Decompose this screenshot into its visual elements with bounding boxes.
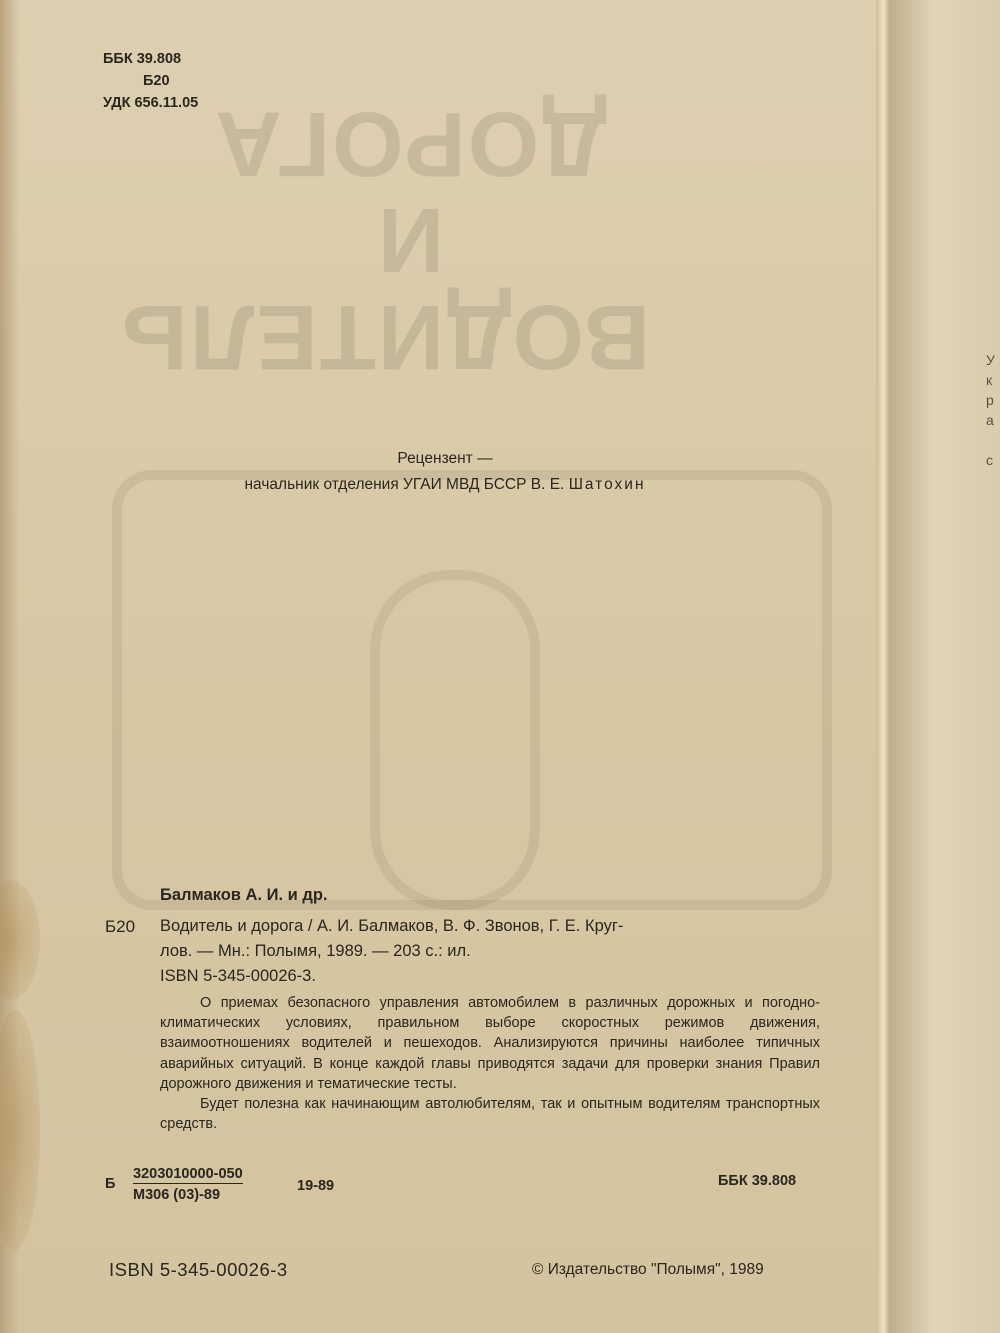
adjacent-page-fragment: р [986, 392, 994, 408]
footer-isbn: ISBN 5-345-00026-3 [109, 1259, 288, 1280]
reviewer-line [0, 472, 890, 498]
card-title-line: Водитель и дорога / А. И. Балмаков, В. Ф. Звонов, Г. Е. Круг- [160, 917, 624, 935]
reviewer-label: Рецензент — [397, 450, 493, 467]
udk-code: УДК 656.11.05 [103, 95, 199, 111]
card-abstract [160, 993, 820, 1134]
index-numerator: 3203010000-050 [133, 1166, 243, 1182]
adjacent-page [890, 0, 1000, 1333]
reviewer-block [0, 446, 890, 498]
footer-copyright: © Издательство "Полымя", 1989 [532, 1261, 764, 1278]
card-isbn: ISBN 5-345-00026-3. [160, 967, 316, 985]
index-denominator: М306 (03)-89 [133, 1187, 221, 1203]
cover-showthrough-title: ВОДИТЕЛЬ И ДОРОГА [119, 92, 650, 388]
card-author: Балмаков А. И. и др. [160, 886, 328, 904]
bbk-bottom: ББК 39.808 [718, 1173, 797, 1189]
index-suffix: 19-89 [297, 1178, 335, 1194]
abstract-paragraph: Будет полезна как начинающим автолюбителям, так и опытным водителям транспортных средств. [160, 1096, 820, 1133]
bbk-code: ББК 39.808 [103, 51, 182, 67]
card-code: Б20 [105, 917, 136, 936]
index-letter: Б [105, 1176, 116, 1192]
author-sign: Б20 [143, 73, 170, 89]
reviewer-name: Шатохин [568, 476, 646, 493]
card-imprint-line: лов. — Мн.: Полымя, 1989. — 203 с.: ил. [160, 942, 471, 960]
abstract-paragraph: О приемах безопасного управления автомобилем в различных дорожных и погодно-климатических условиях, правильном выборе скоростных режимов движения, взаимоотношениях водителей и пешеходов. Анализируются причины наиболее типичных аварийных ситуаций. В конце каждой главы приводятся задачи для проверки знания Правил дорожного движения и тематические тесты. [160, 995, 820, 1092]
adjacent-page-fragment: к [986, 372, 993, 388]
adjacent-page-fragment: У [986, 352, 995, 368]
page-binding-edge [876, 0, 890, 1333]
adjacent-page-fragment: а [986, 412, 994, 428]
stain [0, 1010, 40, 1250]
reviewer-position: начальник отделения УГАИ МВД БССР В. Е. [244, 476, 565, 493]
adjacent-page-fragment: с [986, 452, 993, 468]
stain [0, 880, 40, 1000]
classification-block [103, 48, 198, 114]
cover-showthrough-frame [370, 570, 540, 910]
